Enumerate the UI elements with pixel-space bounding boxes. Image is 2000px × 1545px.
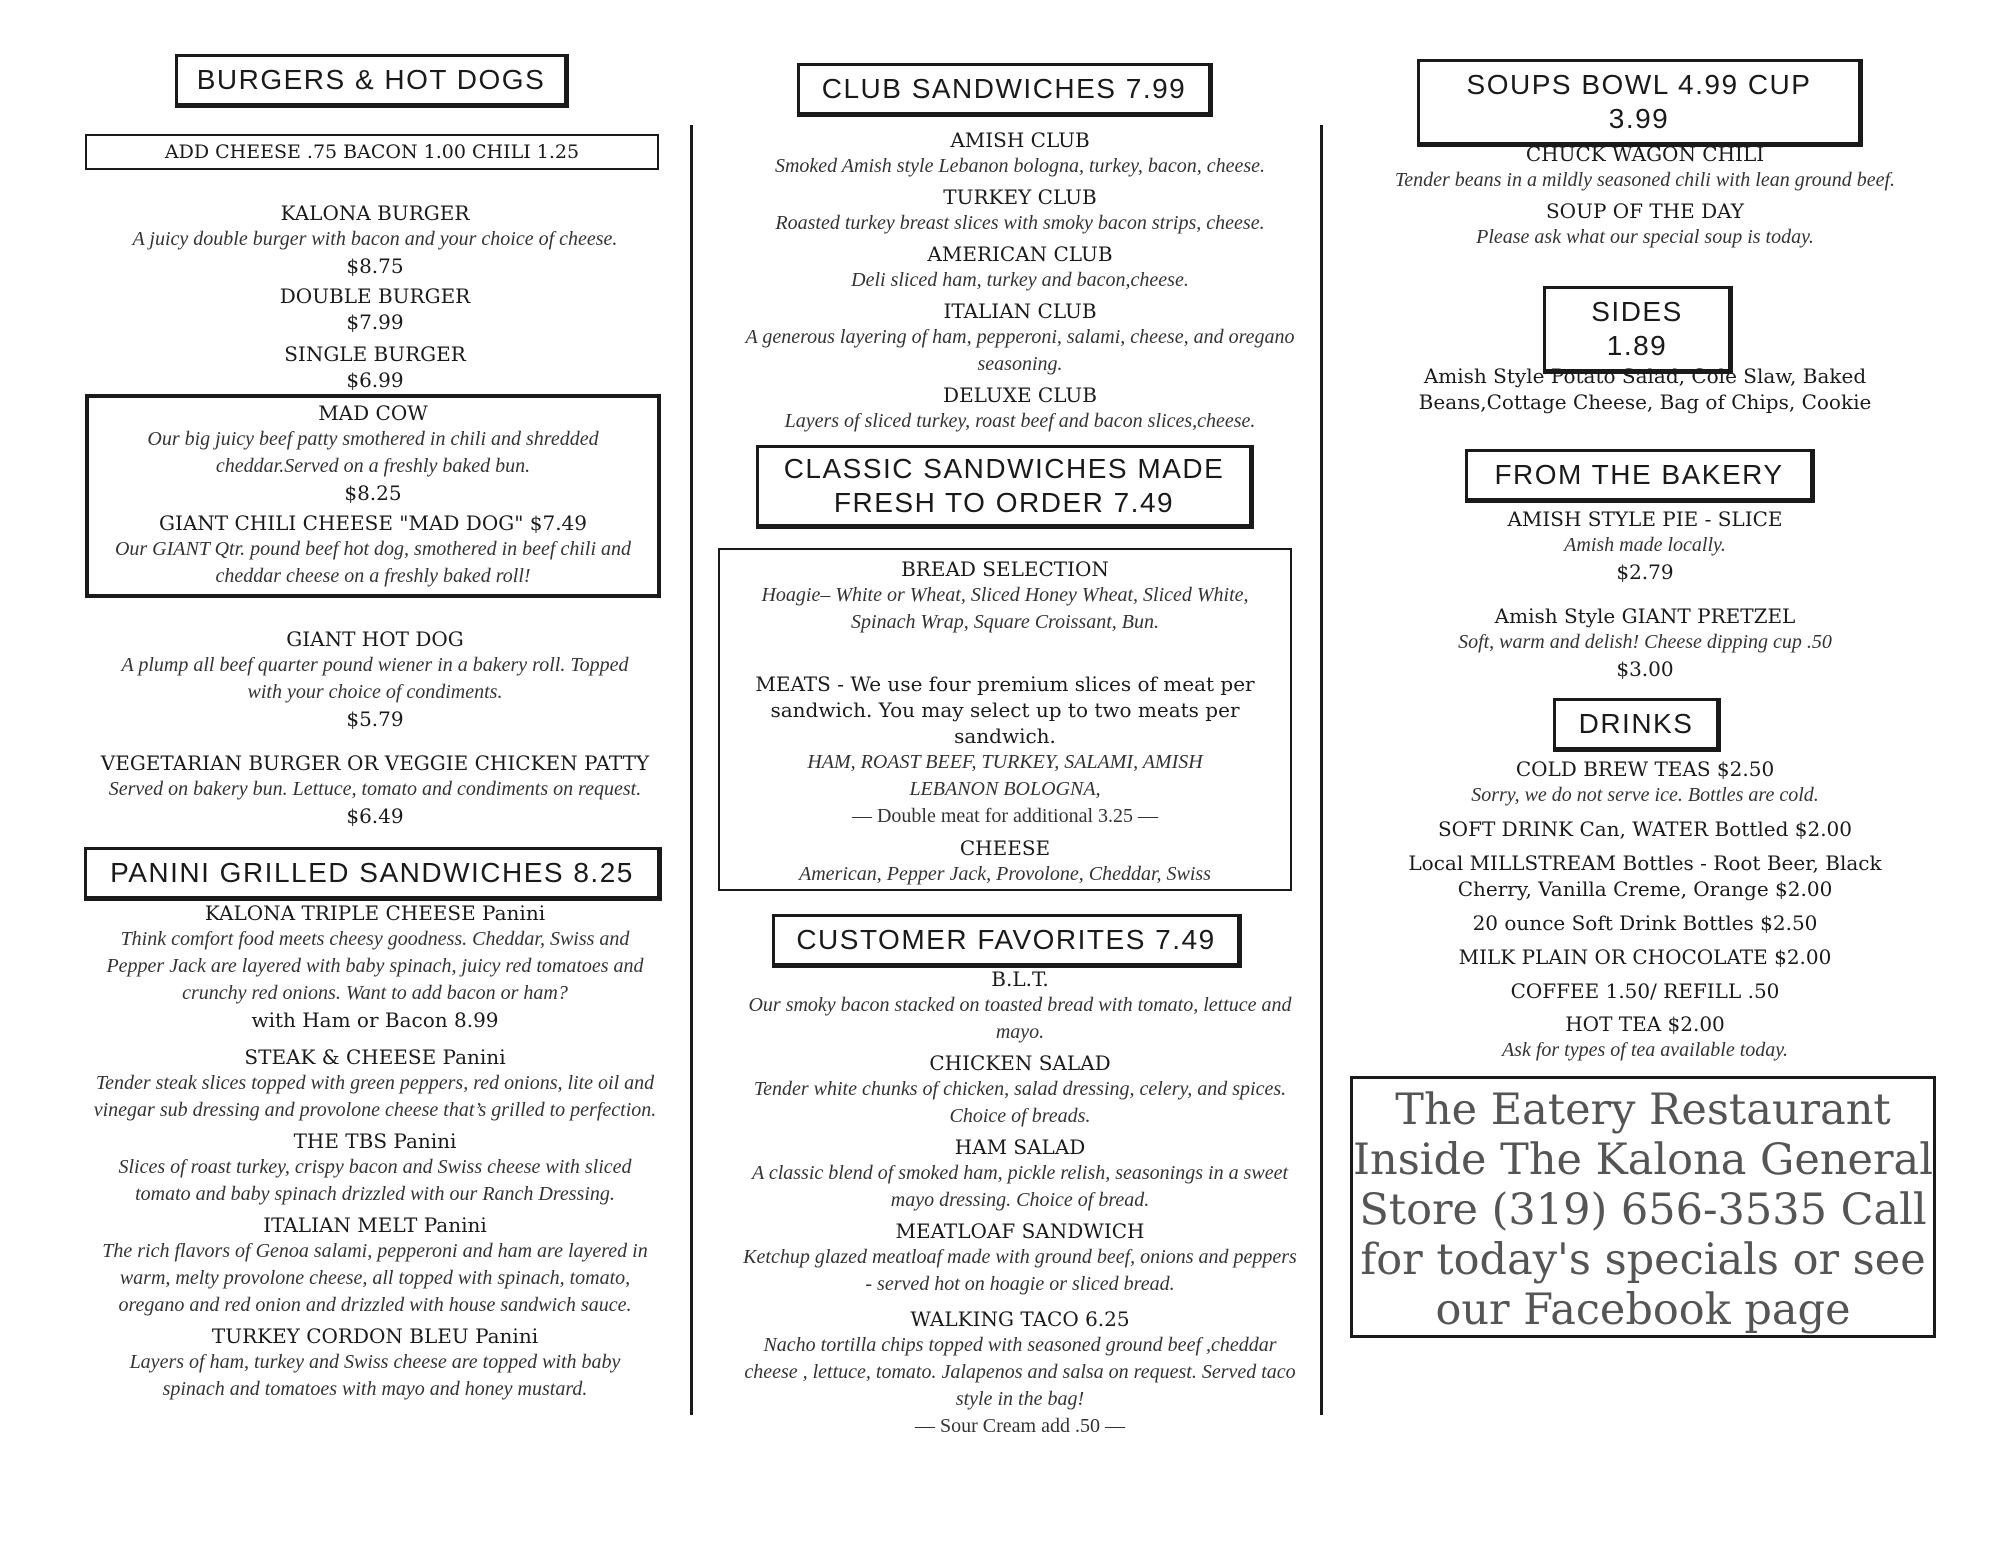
item-name: Cherry, Vanilla Creme, Orange $2.00 <box>1457 877 1833 901</box>
addons-text: ADD CHEESE .75 BACON 1.00 CHILI 1.25 <box>164 141 580 163</box>
item-desc: A generous layering of ham, pepperoni, salami, cheese, and oregano <box>745 326 1295 348</box>
item-desc: Our smoky bacon stacked on toasted bread with tomato, lettuce and <box>748 994 1292 1016</box>
drinks-header: DRINKS <box>1553 698 1721 752</box>
chicken-salad <box>720 1050 1320 1130</box>
column-divider-right <box>1320 125 1323 1415</box>
item-desc: A plump all beef quarter pound wiener in a bakery roll. Topped <box>121 654 629 676</box>
meatloaf-sandwich <box>720 1218 1320 1298</box>
item-desc: Please ask what our special soup is today. <box>1476 226 1814 248</box>
item-name: STEAK & CHEESE Panini <box>244 1045 506 1069</box>
soup-of-the-day <box>1345 198 1945 251</box>
item-desc: with your choice of condiments. <box>247 681 503 703</box>
mad-cow <box>90 400 656 506</box>
item-desc: Smoked Amish style Lebanon bologna, turkey, bacon, cheese. <box>774 155 1266 177</box>
item-desc: style in the bag! <box>955 1388 1085 1410</box>
item-name: SOFT DRINK Can, WATER Bottled $2.00 <box>1437 817 1852 841</box>
item-desc: Sorry, we do not serve ice. Bottles are cold. <box>1471 784 1819 806</box>
item-desc: tomato and baby spinach drizzled with our Ranch Dressing. <box>135 1183 615 1205</box>
ham-salad <box>720 1134 1320 1214</box>
steak-cheese-panini <box>80 1044 670 1124</box>
giant-hot-dog <box>80 626 670 732</box>
item-name: MAD COW <box>318 401 428 425</box>
item-desc: Spinach Wrap, Square Croissant, Bun. <box>851 611 1159 633</box>
info-line: our Facebook page <box>1435 1285 1851 1335</box>
item-desc: Served on bakery bun. Lettuce, tomato and condiments on request. <box>108 778 642 800</box>
item-name: AMISH STYLE PIE - SLICE <box>1507 507 1783 531</box>
bread-selection <box>722 556 1288 636</box>
kalona-triple-cheese <box>80 900 670 1033</box>
item-desc: Pepper Jack are layered with baby spinach, juicy red tomatoes and <box>106 955 644 977</box>
item-desc: Tender steak slices topped with green peppers, red onions, lite oil and <box>95 1072 655 1094</box>
item-desc: mayo. <box>995 1021 1045 1043</box>
item-name: KALONA TRIPLE CHEESE Panini <box>204 901 546 925</box>
info-line: The Eatery Restaurant <box>1395 1085 1891 1135</box>
item-desc: mayo dressing. Choice of bread. <box>890 1189 1150 1211</box>
item-name: TURKEY CLUB <box>943 185 1097 209</box>
double-burger <box>80 283 670 335</box>
item-desc: Slices of roast turkey, crispy bacon and Swiss cheese with sliced <box>118 1156 632 1178</box>
amish-club <box>720 127 1320 180</box>
item-name: 20 ounce Soft Drink Bottles $2.50 <box>1472 911 1818 935</box>
item-desc: Layers of sliced turkey, roast beef and bacon slices,cheese. <box>784 410 1256 432</box>
item-desc: American, Pepper Jack, Provolone, Cheddar, Swiss <box>799 863 1211 885</box>
classic-header <box>756 445 1254 529</box>
local-millstream <box>1345 850 1945 902</box>
restaurant-info-box <box>1350 1076 1936 1338</box>
cheese-selection <box>722 835 1288 888</box>
club-header: CLUB SANDWICHES 7.99 <box>797 63 1213 117</box>
item-desc: warm, melty provolone cheese, all topped with spinach, tomato, <box>119 1267 631 1289</box>
kalona-burger <box>80 200 670 279</box>
item-name: HAM SALAD <box>954 1135 1086 1159</box>
soups-header: SOUPS BOWL 4.99 CUP 3.99 <box>1417 59 1863 147</box>
item-desc: Our GIANT Qtr. pound beef hot dog, smothered in beef chili and <box>114 538 632 560</box>
item-desc: A juicy double burger with bacon and your choice of cheese. <box>132 228 618 250</box>
item-name: WALKING TACO 6.25 <box>910 1307 1130 1331</box>
item-desc: cheese , lettuce, tomato. Jalapenos and salsa on request. Served taco <box>744 1361 1296 1383</box>
italian-melt-panini <box>80 1212 670 1319</box>
item-desc: Ketchup glazed meatloaf made with ground beef, onions and peppers <box>743 1246 1297 1268</box>
item-desc: Hoagie– White or Wheat, Sliced Honey Wheat, Sliced White, <box>761 584 1249 606</box>
burgers-header: BURGERS & HOT DOGS <box>175 54 569 108</box>
item-name: B.L.T. <box>991 967 1049 991</box>
coffee <box>1345 978 1945 1004</box>
item-price: $6.99 <box>346 368 404 392</box>
item-desc: cheddar.Served on a freshly baked bun. <box>215 455 531 477</box>
panini-header: PANINI GRILLED SANDWICHES 8.25 <box>84 847 662 901</box>
favorites-header: CUSTOMER FAVORITES 7.49 <box>772 914 1242 968</box>
item-name: THE TBS Panini <box>293 1129 457 1153</box>
item-name: MILK PLAIN OR CHOCOLATE $2.00 <box>1458 945 1832 969</box>
deluxe-club <box>720 382 1320 435</box>
twenty-ounce-bottles <box>1345 910 1945 936</box>
item-name: GIANT HOT DOG <box>286 627 464 651</box>
item-price: $7.99 <box>346 310 404 334</box>
single-burger <box>80 341 670 393</box>
milk <box>1345 944 1945 970</box>
item-name: SINGLE BURGER <box>284 342 466 366</box>
turkey-club <box>720 184 1320 237</box>
giant-pretzel <box>1345 603 1945 682</box>
item-name: DELUXE CLUB <box>943 383 1097 407</box>
item-name: DOUBLE BURGER <box>279 284 471 308</box>
item-price: with Ham or Bacon 8.99 <box>251 1008 499 1032</box>
classic-header-line1: CLASSIC SANDWICHES MADE <box>783 453 1225 484</box>
item-desc: Choice of breads. <box>949 1105 1091 1127</box>
item-desc: Roasted turkey breast slices with smoky bacon strips, cheese. <box>775 212 1265 234</box>
item-desc: - served hot on hoagie or sliced bread. <box>865 1273 1175 1295</box>
item-desc: Ask for types of tea available today. <box>1501 1039 1789 1061</box>
item-desc: Soft, warm and delish! Cheese dipping cup .50 <box>1458 631 1832 653</box>
item-desc: Tender white chunks of chicken, salad dressing, celery, and spices. <box>753 1078 1287 1100</box>
item-name: CHEESE <box>959 836 1051 860</box>
item-desc: Nacho tortilla chips topped with seasoned ground beef ,cheddar <box>763 1334 1277 1356</box>
addons-box <box>85 134 659 170</box>
item-price: $3.00 <box>1616 657 1674 681</box>
item-desc: A classic blend of smoked ham, pickle relish, seasonings in a sweet <box>751 1162 1289 1184</box>
meats-line: sandwich. <box>954 724 1056 748</box>
item-desc: spinach and tomatoes with mayo and honey mustard. <box>162 1378 588 1400</box>
item-price: $2.79 <box>1616 560 1674 584</box>
meats-selection <box>722 671 1288 830</box>
item-name: COLD BREW TEAS $2.50 <box>1515 757 1775 781</box>
classic-header-line2: FRESH TO ORDER 7.49 <box>833 487 1175 518</box>
item-name: MEATLOAF SANDWICH <box>895 1219 1145 1243</box>
item-name: TURKEY CORDON BLEU Panini <box>211 1324 539 1348</box>
item-name: Local MILLSTREAM Bottles - Root Beer, Black <box>1408 851 1882 875</box>
amish-pie <box>1345 506 1945 585</box>
item-name: GIANT CHILI CHEESE "MAD DOG" $7.49 <box>158 511 588 535</box>
item-desc: Tender beans in a mildly seasoned chili with lean ground beef. <box>1394 169 1896 191</box>
item-name: KALONA BURGER <box>280 201 470 225</box>
blt <box>720 966 1320 1046</box>
item-desc: Layers of ham, turkey and Swiss cheese are topped with baby <box>129 1351 621 1373</box>
item-price: $6.49 <box>346 804 404 828</box>
item-name: HOT TEA $2.00 <box>1565 1012 1725 1036</box>
info-line: Inside The Kalona General <box>1353 1135 1933 1185</box>
item-desc: Deli sliced ham, turkey and bacon,cheese. <box>851 269 1189 291</box>
walking-taco <box>720 1306 1320 1440</box>
double-meat-note: — Double meat for additional 3.25 — <box>851 805 1159 827</box>
soft-drink-water <box>1345 816 1945 842</box>
turkey-cordon-bleu-panini <box>80 1323 670 1403</box>
item-name: CHICKEN SALAD <box>929 1051 1111 1075</box>
item-name: CHUCK WAGON CHILI <box>1525 142 1765 166</box>
item-name: COFFEE 1.50/ REFILL .50 <box>1510 979 1780 1003</box>
item-name: BREAD SELECTION <box>901 557 1109 581</box>
chuck-wagon-chili <box>1345 141 1945 194</box>
hot-tea <box>1345 1011 1945 1064</box>
item-name: ITALIAN MELT Panini <box>263 1213 487 1237</box>
sides-line: Amish Style Potato Salad, Cole Slaw, Baked <box>1423 364 1867 388</box>
sour-cream-note: — Sour Cream add .50 — <box>915 1415 1125 1437</box>
column-divider-left <box>690 125 693 1415</box>
item-desc: cheddar cheese on a freshly baked roll! <box>215 565 531 587</box>
item-price: $8.75 <box>346 254 404 278</box>
item-name: AMERICAN CLUB <box>927 242 1113 266</box>
item-name: SOUP OF THE DAY <box>1545 199 1744 223</box>
item-desc: seasoning. <box>977 353 1063 375</box>
info-line: for today's specials or see <box>1360 1235 1926 1285</box>
cold-brew-teas <box>1345 756 1945 809</box>
bakery-header: FROM THE BAKERY <box>1465 449 1815 503</box>
item-name: Amish Style GIANT PRETZEL <box>1494 604 1796 628</box>
item-desc: HAM, ROAST BEEF, TURKEY, SALAMI, AMISH <box>807 751 1203 773</box>
meats-line: MEATS - We use four premium slices of meat per <box>755 672 1255 696</box>
item-desc: oregano and red onion and drizzled with house sandwich sauce. <box>118 1294 632 1316</box>
item-price: $5.79 <box>346 707 404 731</box>
info-line: Store (319) 656-3535 Call <box>1359 1185 1927 1235</box>
meats-line: sandwich. You may select up to two meats per <box>770 698 1240 722</box>
item-desc: LEBANON BOLOGNA, <box>909 778 1101 800</box>
sides-list <box>1345 363 1945 415</box>
item-desc: Think comfort food meets cheesy goodness. Cheddar, Swiss and <box>120 928 630 950</box>
sides-header: SIDES 1.89 <box>1543 286 1733 374</box>
american-club <box>720 241 1320 294</box>
sides-line: Beans,Cottage Cheese, Bag of Chips, Cookie <box>1418 390 1872 414</box>
item-desc: vinegar sub dressing and provolone cheese that’s grilled to perfection. <box>93 1099 657 1121</box>
veggie-burger <box>80 750 670 829</box>
item-desc: crunchy red onions. Want to add bacon or ham? <box>182 982 568 1004</box>
item-desc: Our big juicy beef patty smothered in chili and shredded <box>147 428 599 450</box>
tbs-panini <box>80 1128 670 1208</box>
item-price: $8.25 <box>344 481 402 505</box>
item-name: VEGETARIAN BURGER OR VEGGIE CHICKEN PATTY <box>100 751 650 775</box>
item-desc: The rich flavors of Genoa salami, pepperoni and ham are layered in <box>102 1240 648 1262</box>
mad-dog <box>90 510 656 590</box>
italian-club <box>720 298 1320 378</box>
item-name: ITALIAN CLUB <box>943 299 1097 323</box>
item-desc: Amish made locally. <box>1564 534 1726 556</box>
item-name: AMISH CLUB <box>950 128 1090 152</box>
